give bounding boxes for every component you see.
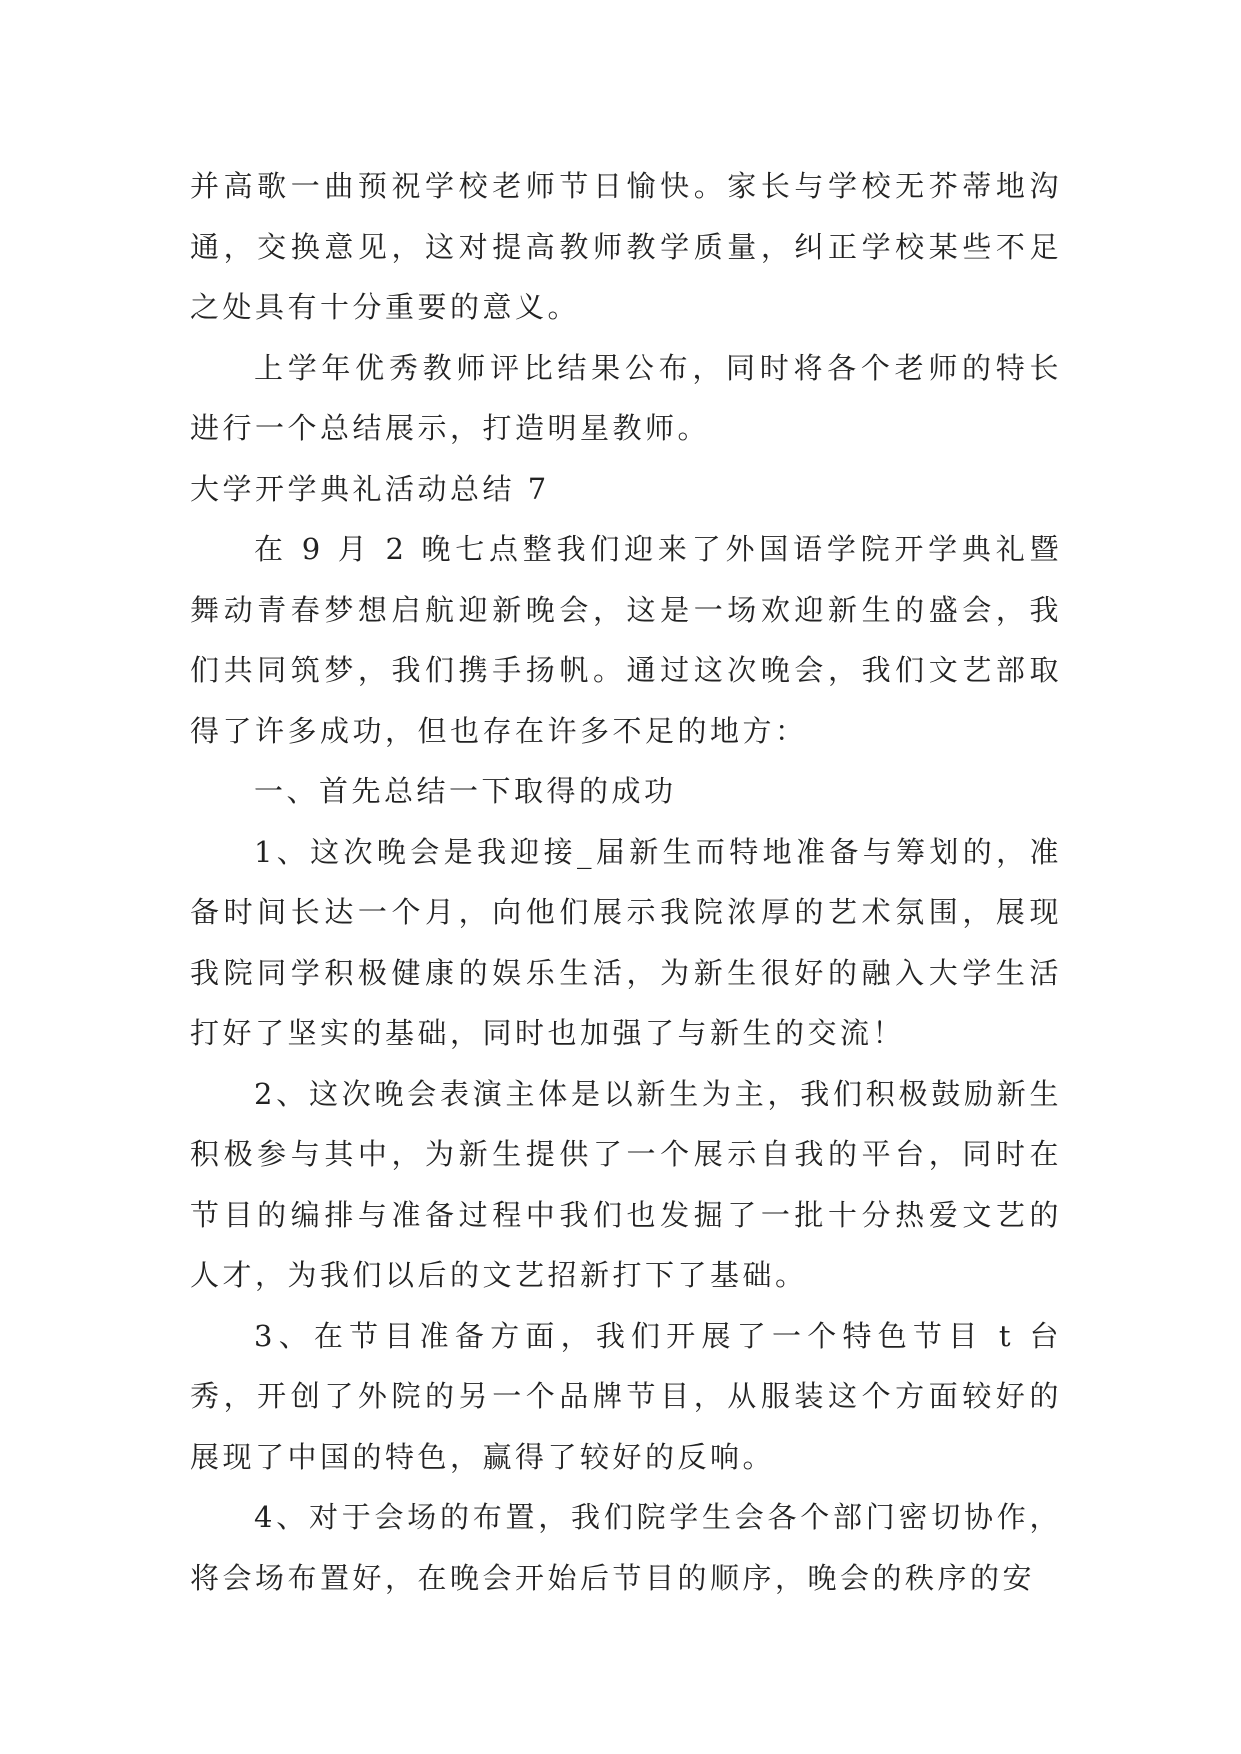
- document-body: [190, 156, 1062, 1608]
- paragraph-subheading-success: 一、首先总结一下取得的成功: [254, 774, 677, 808]
- paragraph-item-1: 1、这次晚会是我迎接_届新生而特地准备与筹划的，准备时间长达一个月，向他们展示我院浓厚的艺术氛围，展现我院同学积极健康的娱乐生活，为新生很好的融入大学生活打好了坚实的基础，同时也加强了与新生的交流！: [190, 834, 1062, 1050]
- paragraph-intro: 在 9 月 2 晚七点整我们迎来了外国语学院开学典礼暨舞动青春梦想启航迎新晚会，这是一场欢迎新生的盛会，我们共同筑梦，我们携手扬帆。通过这次晚会，我们文艺部取得了许多成功，但也存在许多不足的地方：: [190, 532, 1062, 748]
- paragraph-continuation: 并高歌一曲预祝学校老师节日愉快。家长与学校无芥蒂地沟通，交换意见，这对提高教师教学质量，纠正学校某些不足之处具有十分重要的意义。: [190, 169, 1062, 324]
- section-heading: 大学开学典礼活动总结 7: [190, 471, 550, 506]
- paragraph-item-4: 4、对于会场的布置，我们院学生会各个部门密切协作，将会场布置好，在晚会开始后节目的顺序，晚会的秩序的安: [190, 1500, 1062, 1595]
- paragraph-excellent-teachers: 上学年优秀教师评比结果公布，同时将各个老师的特长进行一个总结展示，打造明星教师。: [190, 350, 1062, 445]
- paragraph-item-2: 2、这次晚会表演主体是以新生为主，我们积极鼓励新生积极参与其中，为新生提供了一个展示自我的平台，同时在节目的编排与准备过程中我们也发掘了一批十分热爱文艺的人才，为我们以后的文艺招新打下了基础。: [190, 1076, 1062, 1292]
- paragraph-item-3: 3、在节目准备方面，我们开展了一个特色节目 t 台秀，开创了外院的另一个品牌节目，从服装这个方面较好的展现了中国的特色，赢得了较好的反响。: [190, 1318, 1062, 1474]
